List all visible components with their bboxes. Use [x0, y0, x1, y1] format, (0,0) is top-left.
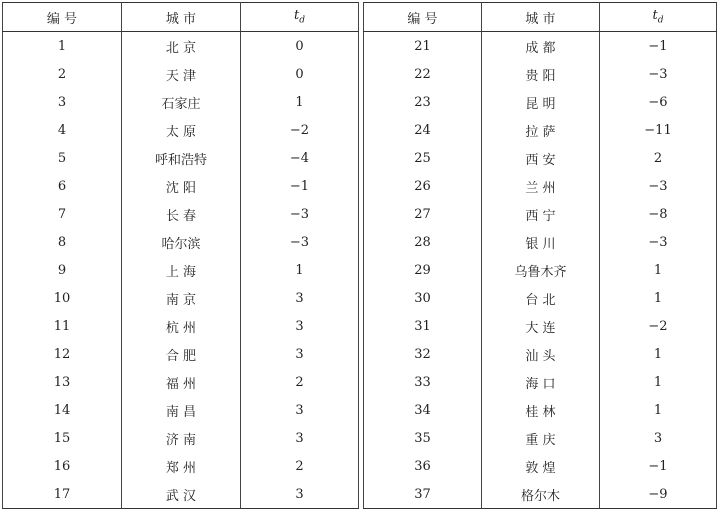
cell-number: 15 [3, 424, 122, 452]
cell-td: 1 [600, 396, 717, 424]
cell-td: 2 [241, 452, 359, 480]
cell-number: 22 [364, 60, 482, 88]
table-row [3, 368, 359, 396]
cell-td: −3 [600, 60, 717, 88]
table-row [3, 200, 359, 228]
cell-number: 34 [364, 396, 482, 424]
table-row [364, 172, 717, 200]
cell-number: 35 [364, 424, 482, 452]
table-row [364, 424, 717, 452]
cell-number: 10 [3, 284, 122, 312]
header-row [3, 3, 359, 32]
cell-number: 27 [364, 200, 482, 228]
cell-number: 8 [3, 228, 122, 256]
cell-td: −3 [600, 228, 717, 256]
table-row [3, 340, 359, 368]
cell-city: 南 昌 [122, 396, 241, 424]
cell-number: 32 [364, 340, 482, 368]
table-row [364, 32, 717, 61]
cell-td: 0 [241, 60, 359, 88]
table-row [364, 200, 717, 228]
table-row [3, 396, 359, 424]
header-city: 城 市 [122, 3, 241, 32]
cell-number: 28 [364, 228, 482, 256]
table-row [3, 452, 359, 480]
cell-number: 11 [3, 312, 122, 340]
cell-td: 1 [600, 340, 717, 368]
cell-number: 26 [364, 172, 482, 200]
table-row [364, 368, 717, 396]
cell-td: −4 [241, 144, 359, 172]
cell-city: 沈 阳 [122, 172, 241, 200]
cell-td: 1 [241, 88, 359, 116]
cell-city: 敦 煌 [482, 452, 600, 480]
cell-number: 14 [3, 396, 122, 424]
cell-city: 合 肥 [122, 340, 241, 368]
table-row [3, 284, 359, 312]
cell-number: 6 [3, 172, 122, 200]
cell-city: 杭 州 [122, 312, 241, 340]
cell-city: 昆 明 [482, 88, 600, 116]
table-row [364, 256, 717, 284]
table-row [3, 116, 359, 144]
header-td-main: t [652, 8, 658, 24]
cell-td: −1 [241, 172, 359, 200]
cell-td: −3 [241, 228, 359, 256]
cell-city: 格尔木 [482, 480, 600, 509]
table-row [364, 116, 717, 144]
cell-number: 1 [3, 32, 122, 61]
cell-city: 汕 头 [482, 340, 600, 368]
cell-number: 33 [364, 368, 482, 396]
table-row [3, 88, 359, 116]
cell-city: 大 连 [482, 312, 600, 340]
cell-city: 桂 林 [482, 396, 600, 424]
table-row [364, 312, 717, 340]
cell-city: 武 汉 [122, 480, 241, 509]
cell-city: 天 津 [122, 60, 241, 88]
cell-td: 2 [600, 144, 717, 172]
cell-td: 3 [600, 424, 717, 452]
table-row [364, 60, 717, 88]
table-row [364, 396, 717, 424]
table-row [364, 144, 717, 172]
cell-city: 乌鲁木齐 [482, 256, 600, 284]
cell-td: −1 [600, 32, 717, 61]
table-row [3, 228, 359, 256]
cell-city: 兰 州 [482, 172, 600, 200]
header-city: 城 市 [482, 3, 600, 32]
table-left [2, 2, 359, 509]
header-td-main: t [294, 8, 300, 24]
cell-number: 31 [364, 312, 482, 340]
table-row [364, 228, 717, 256]
cell-number: 5 [3, 144, 122, 172]
cell-city: 石家庄 [122, 88, 241, 116]
cell-number: 36 [364, 452, 482, 480]
city-td-tables [2, 2, 715, 505]
cell-number: 2 [3, 60, 122, 88]
cell-number: 13 [3, 368, 122, 396]
table-row [3, 424, 359, 452]
cell-city: 长 春 [122, 200, 241, 228]
cell-city: 成 都 [482, 32, 600, 61]
cell-city: 呼和浩特 [122, 144, 241, 172]
cell-td: 3 [241, 396, 359, 424]
cell-td: 3 [241, 340, 359, 368]
cell-city: 西 宁 [482, 200, 600, 228]
cell-city: 太 原 [122, 116, 241, 144]
cell-td: −11 [600, 116, 717, 144]
header-row [364, 3, 717, 32]
cell-td: −9 [600, 480, 717, 509]
cell-number: 25 [364, 144, 482, 172]
cell-number: 30 [364, 284, 482, 312]
cell-city: 贵 阳 [482, 60, 600, 88]
cell-number: 9 [3, 256, 122, 284]
header-number: 编 号 [364, 3, 482, 32]
cell-td: 0 [241, 32, 359, 61]
cell-city: 福 州 [122, 368, 241, 396]
cell-number: 21 [364, 32, 482, 61]
table-right [363, 2, 717, 509]
table-row [364, 88, 717, 116]
cell-number: 16 [3, 452, 122, 480]
cell-td: 1 [600, 368, 717, 396]
cell-city: 北 京 [122, 32, 241, 61]
cell-td: −2 [241, 116, 359, 144]
cell-number: 4 [3, 116, 122, 144]
cell-city: 济 南 [122, 424, 241, 452]
table-row [3, 480, 359, 509]
header-td [600, 3, 717, 32]
cell-number: 37 [364, 480, 482, 509]
cell-number: 12 [3, 340, 122, 368]
cell-number: 3 [3, 88, 122, 116]
table-row [364, 480, 717, 509]
cell-city: 上 海 [122, 256, 241, 284]
table-row [3, 144, 359, 172]
table-right-body [364, 32, 717, 509]
cell-city: 台 北 [482, 284, 600, 312]
header-td-sub: d [299, 15, 305, 26]
table-row [364, 340, 717, 368]
cell-td: 2 [241, 368, 359, 396]
cell-city: 重 庆 [482, 424, 600, 452]
header-td-sub: d [657, 15, 664, 26]
table-row [3, 312, 359, 340]
table-left-body [3, 32, 359, 509]
cell-city: 南 京 [122, 284, 241, 312]
cell-td: 1 [241, 256, 359, 284]
cell-td: 1 [600, 284, 717, 312]
cell-number: 17 [3, 480, 122, 509]
cell-td: 3 [241, 480, 359, 509]
cell-td: −8 [600, 200, 717, 228]
cell-city: 哈尔滨 [122, 228, 241, 256]
table-row [3, 32, 359, 61]
cell-td: 1 [600, 256, 717, 284]
cell-td: 3 [241, 312, 359, 340]
cell-city: 海 口 [482, 368, 600, 396]
cell-number: 24 [364, 116, 482, 144]
header-td [241, 3, 359, 32]
cell-number: 23 [364, 88, 482, 116]
table-row [364, 284, 717, 312]
cell-td: −6 [600, 88, 717, 116]
table-row [3, 172, 359, 200]
table-row [3, 60, 359, 88]
cell-td: −1 [600, 452, 717, 480]
cell-td: −2 [600, 312, 717, 340]
cell-city: 拉 萨 [482, 116, 600, 144]
cell-number: 7 [3, 200, 122, 228]
cell-td: −3 [241, 200, 359, 228]
cell-td: 3 [241, 284, 359, 312]
cell-city: 郑 州 [122, 452, 241, 480]
cell-td: −3 [600, 172, 717, 200]
table-row [3, 256, 359, 284]
cell-city: 西 安 [482, 144, 600, 172]
header-number: 编 号 [3, 3, 122, 32]
cell-number: 29 [364, 256, 482, 284]
cell-city: 银 川 [482, 228, 600, 256]
table-row [364, 452, 717, 480]
cell-td: 3 [241, 424, 359, 452]
